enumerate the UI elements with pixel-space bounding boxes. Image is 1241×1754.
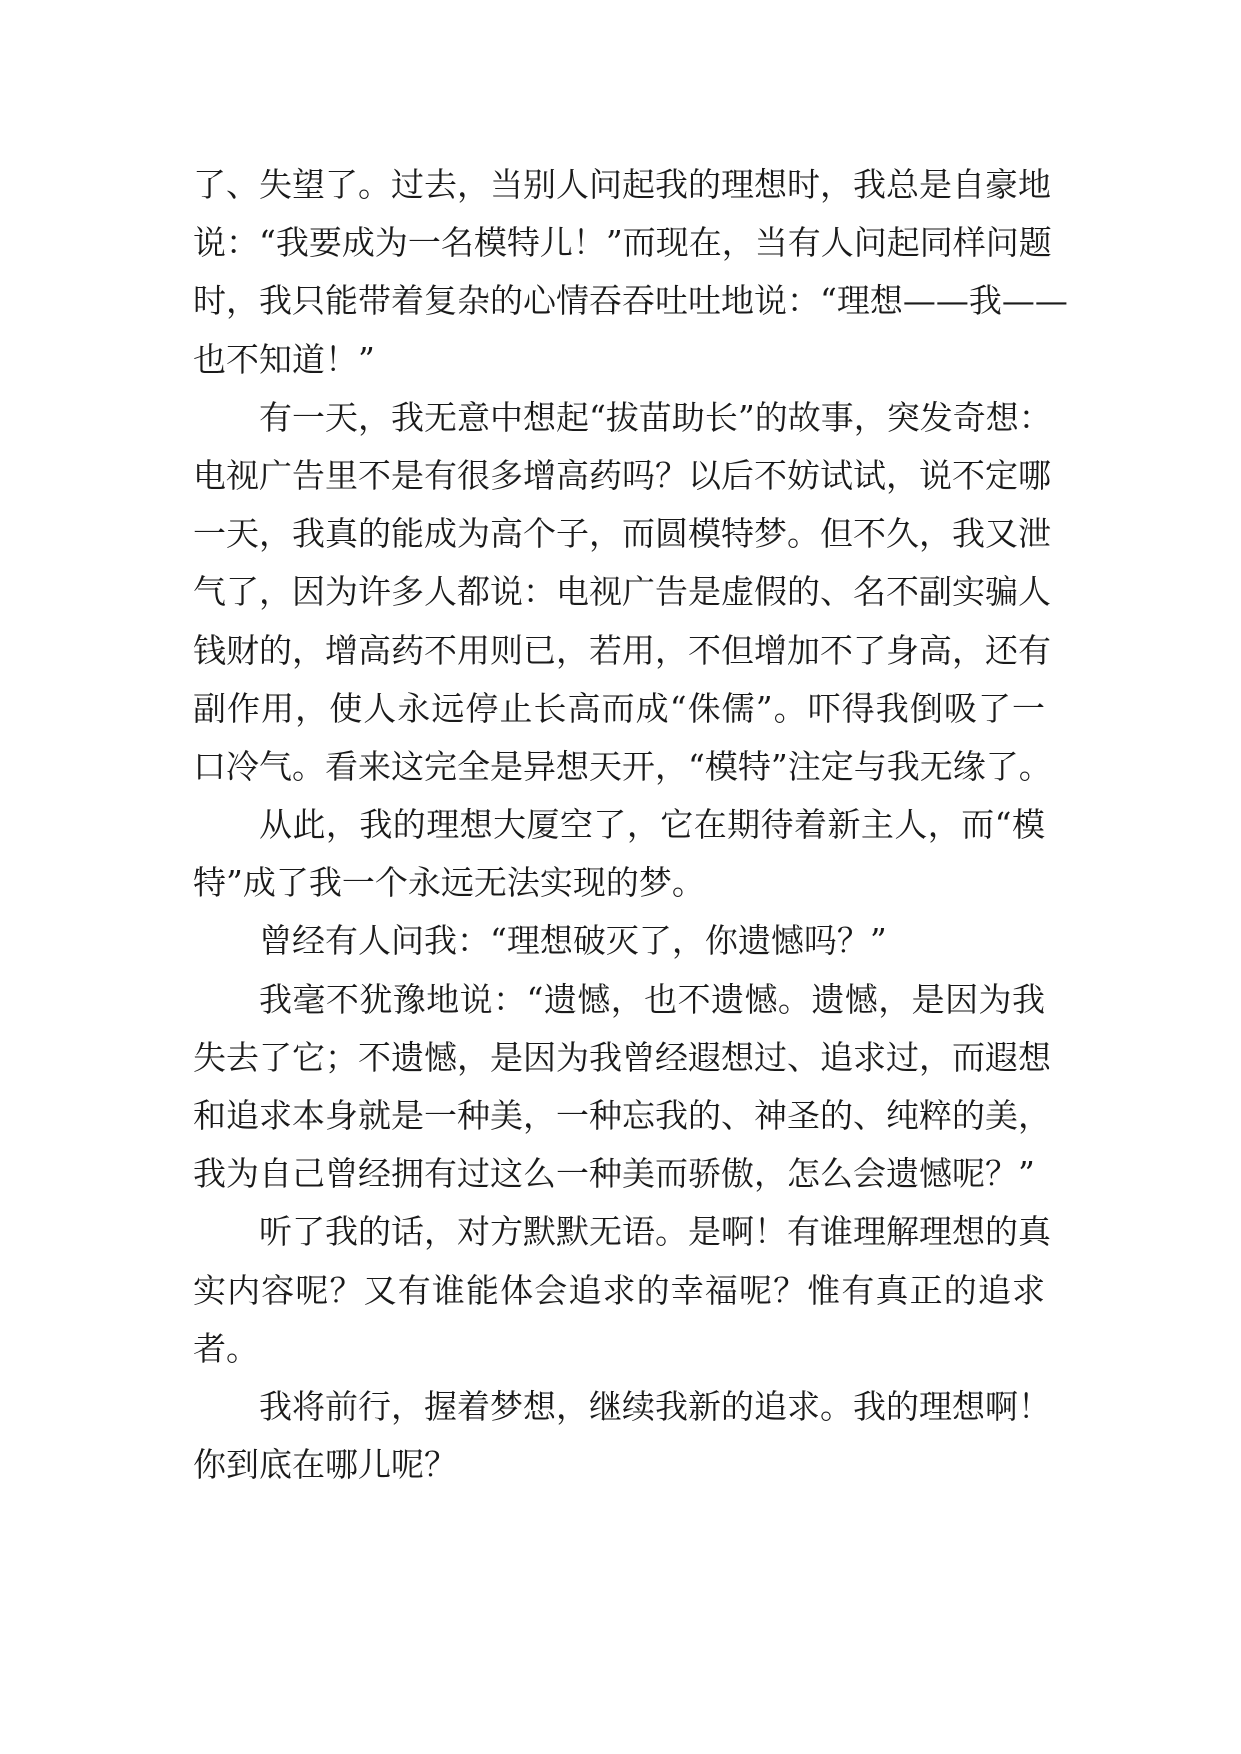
- text-line: 特”成了我一个永远无法实现的梦。: [193, 863, 705, 903]
- paragraph-6: [193, 1203, 1051, 1378]
- paragraph-7: [193, 1378, 1051, 1494]
- text-line: 实内容呢？又有谁能体会追求的幸福呢？惟有真正的追求: [193, 1270, 1045, 1310]
- paragraph-4: [193, 912, 1045, 970]
- text-line: 从此，我的理想大厦空了，它在期待着新主人，而“模: [259, 805, 1045, 845]
- text-line: 时，我只能带着复杂的心情吞吞吐吐地说：“理想——我——: [193, 281, 1068, 321]
- text-line: 了、失望了。过去，当别人问起我的理想时，我总是自豪地: [193, 165, 1051, 204]
- paragraph-1: [193, 156, 1068, 389]
- text-line: 副作用，使人永远停止长高而成“侏儒”。吓得我倒吸了一: [193, 688, 1045, 728]
- text-line: 也不知道！”: [193, 339, 375, 379]
- text-line: 我为自己曾经拥有过这么一种美而骄傲，怎么会遗憾呢？”: [193, 1154, 1035, 1194]
- text-line: 电视广告里不是有很多增高药吗？以后不妨试试，说不定哪: [193, 455, 1051, 495]
- paragraph-5: [193, 971, 1051, 1204]
- text-line: 气了，因为许多人都说：电视广告是虚假的、名不副实骗人: [193, 572, 1051, 612]
- text-line: 和追求本身就是一种美，一种忘我的、神圣的、纯粹的美，: [193, 1096, 1051, 1135]
- text-line: 失去了它；不遗憾，是因为我曾经遐想过、追求过，而遐想: [193, 1037, 1051, 1077]
- text-line: 我毫不犹豫地说：“遗憾，也不遗憾。遗憾，是因为我: [259, 979, 1045, 1019]
- text-line: 口冷气。看来这完全是异想天开，“模特”注定与我无缘了。: [193, 746, 1052, 786]
- paragraph-2: [193, 389, 1052, 796]
- text-line: 听了我的话，对方默默无语。是啊！有谁理解理想的真: [259, 1212, 1051, 1252]
- text-line: 有一天，我无意中想起“拔苗助长”的故事，突发奇想：: [259, 397, 1052, 437]
- text-line: 钱财的，增高药不用则已，若用，不但增加不了身高，还有: [193, 630, 1051, 670]
- text-line: 我将前行，握着梦想，继续我新的追求。我的理想啊！: [259, 1386, 1051, 1426]
- paragraph-3: [193, 796, 1045, 912]
- text-line: 说：“我要成为一名模特儿！”而现在，当有人问起同样问题: [193, 223, 1052, 263]
- text-line: 者。: [193, 1328, 259, 1368]
- essay-body: [193, 156, 1068, 1494]
- text-line: 曾经有人问我：“理想破灭了，你遗憾吗？”: [259, 921, 887, 961]
- text-line: 你到底在哪儿呢？: [193, 1445, 457, 1485]
- text-line: 一天，我真的能成为高个子，而圆模特梦。但不久，我又泄: [193, 514, 1051, 554]
